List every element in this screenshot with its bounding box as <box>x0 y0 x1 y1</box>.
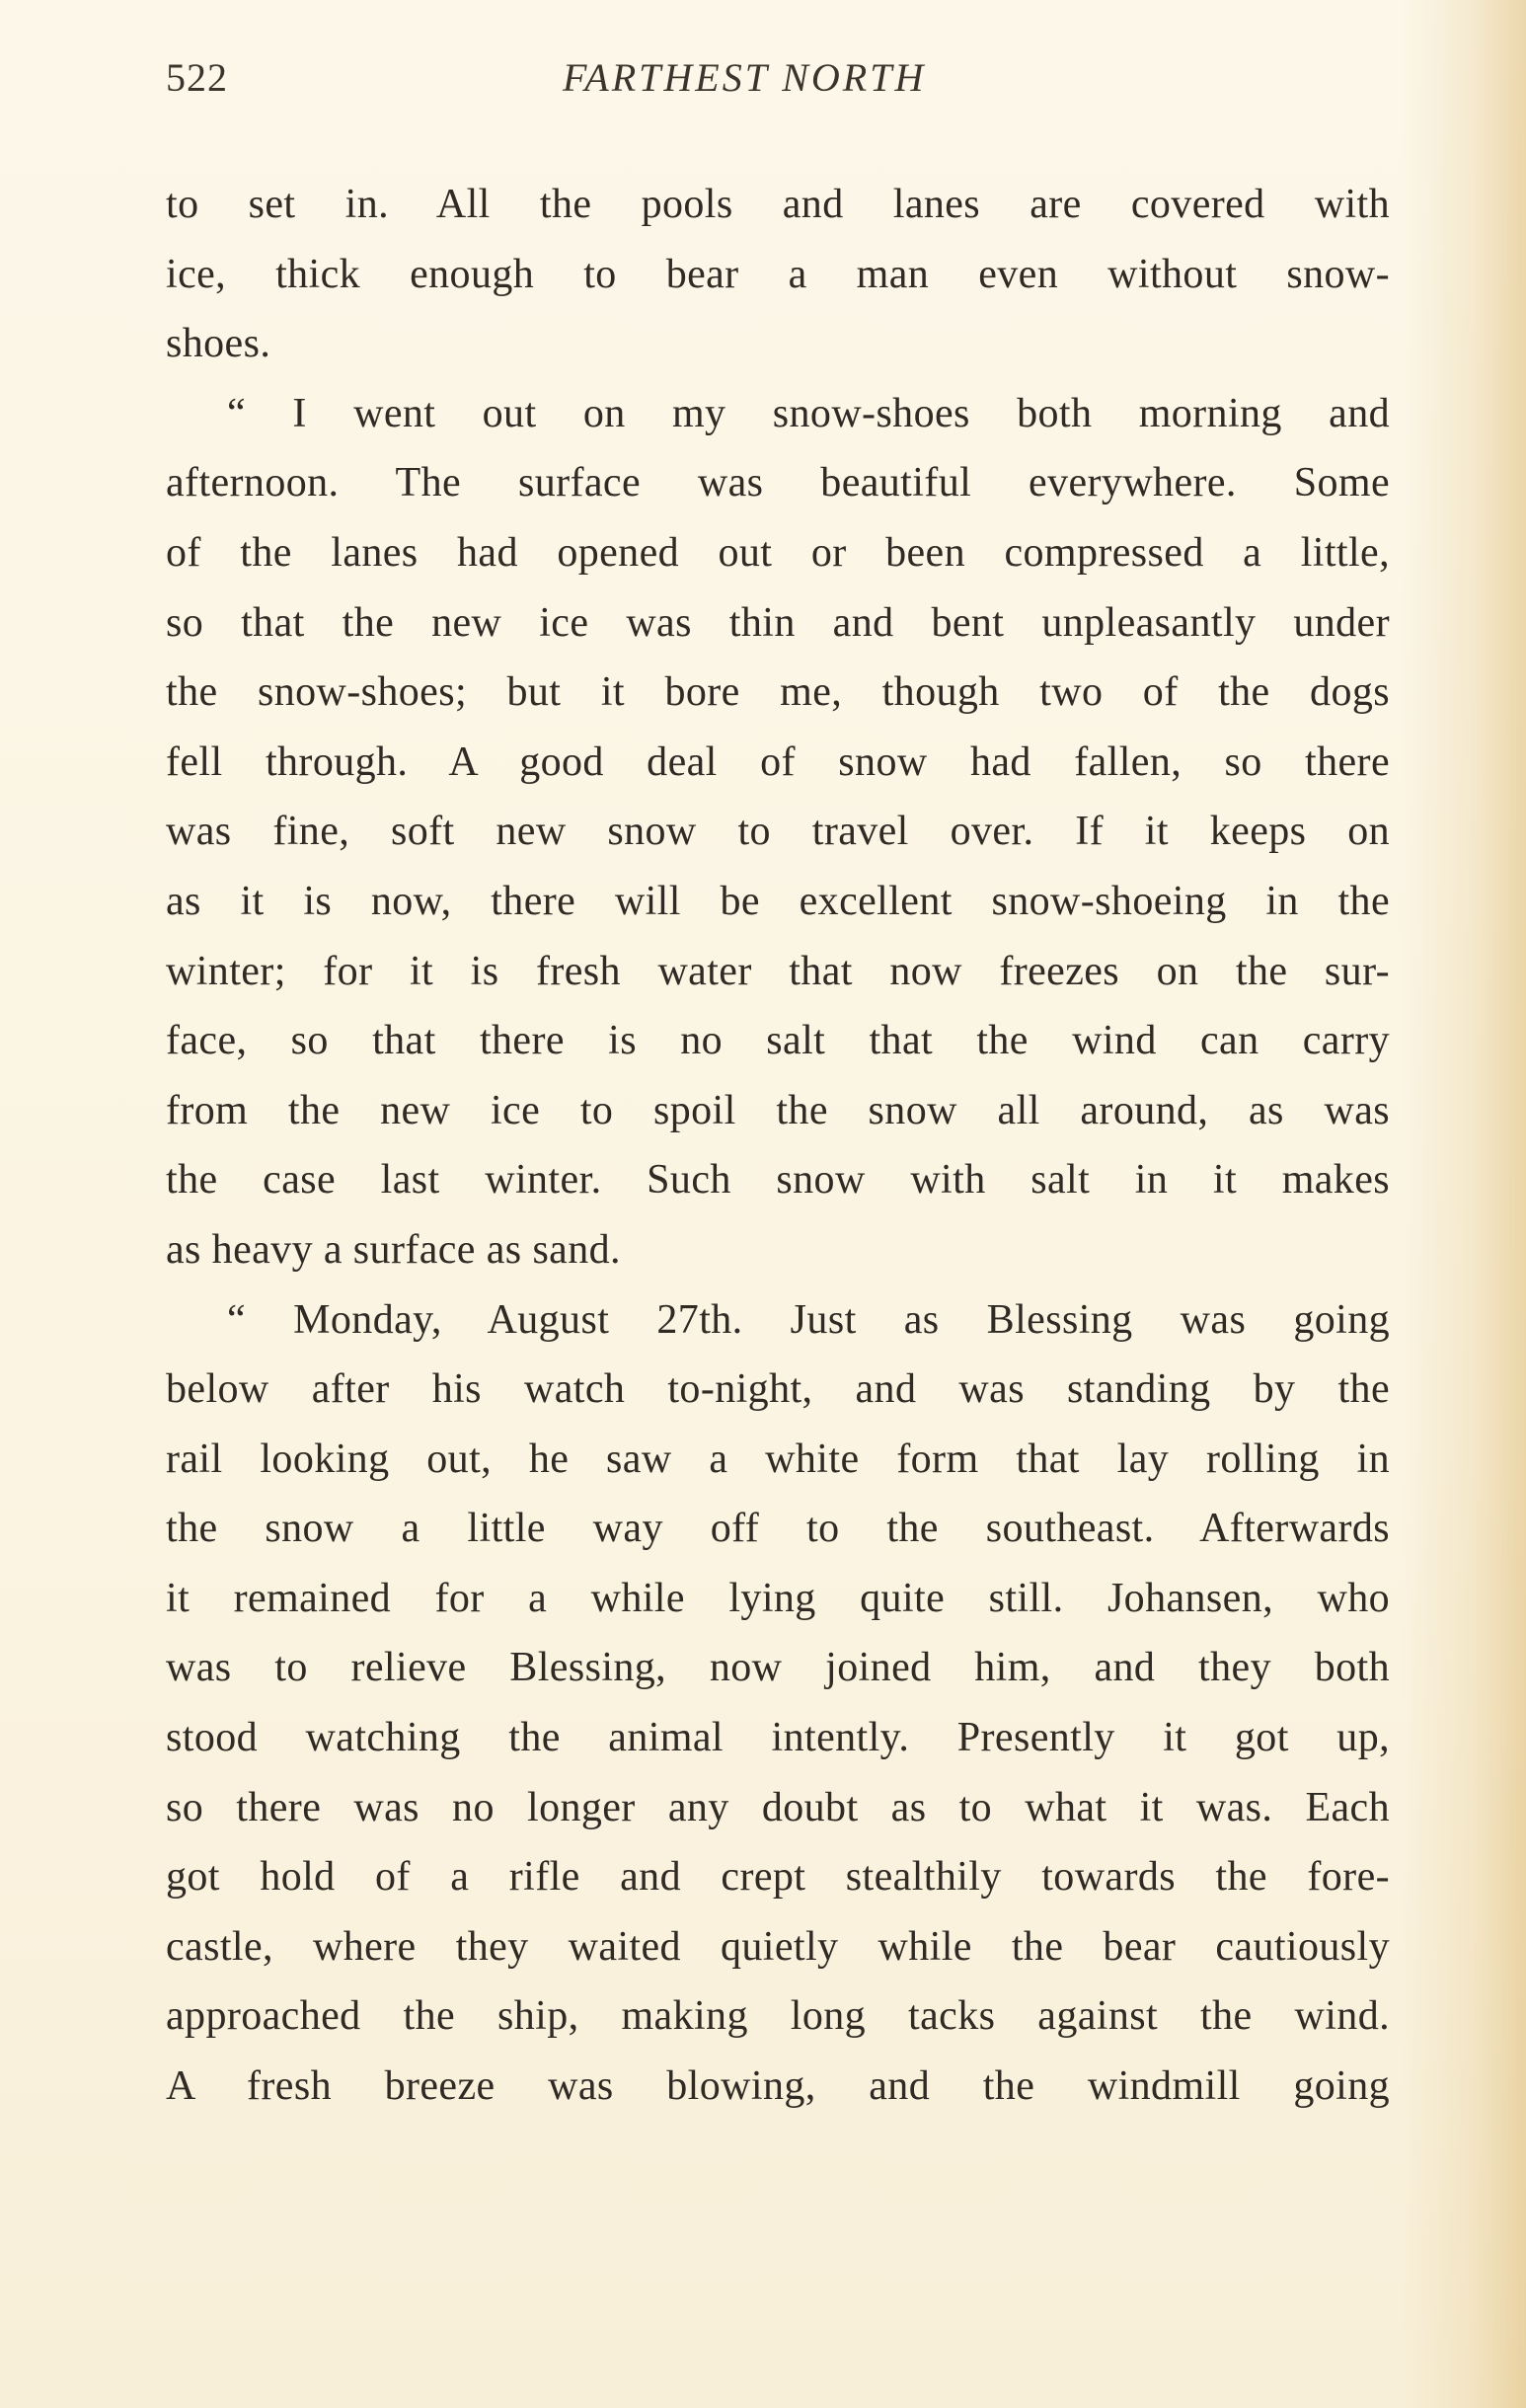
running-head: FARTHEST NORTH <box>563 55 927 100</box>
text-line: face, so that there is no salt that the wind can carry <box>166 1018 1390 1064</box>
text-line: the case last winter. Such snow with salt in it makes <box>166 1157 1390 1204</box>
text-line: stood watching the animal intently. Presently it got up, <box>166 1715 1390 1761</box>
text-line: rail looking out, he saw a white form that lay rolling in <box>166 1436 1390 1482</box>
text-line: to set in. All the pools and lanes are covered with <box>166 182 1390 227</box>
body-text <box>166 170 1390 2122</box>
text-line: the snow a little way off to the southeast. Afterwards <box>166 1506 1390 1552</box>
text-line: shoes. <box>166 321 271 367</box>
text-line: so that the new ice was thin and bent unpleasantly under <box>166 599 1390 646</box>
page-header <box>0 54 1526 114</box>
text-line: was to relieve Blessing, now joined him, and they both <box>166 1645 1390 1691</box>
text-line: from the new ice to spoil the snow all around, as was <box>166 1087 1390 1133</box>
text-line: approached the ship, making long tacks against the wind. <box>166 1993 1390 2040</box>
text-line: it remained for a while lying quite still. Johansen, who <box>166 1575 1390 1621</box>
text-line: as heavy a surface as sand. <box>166 1226 621 1273</box>
text-line: A fresh breeze was blowing, and the windmill going <box>166 2063 1390 2110</box>
text-line: castle, where they waited quietly while the bear cautiously <box>166 1923 1390 1970</box>
text-line: “ I went out on my snow-shoes both morning and <box>227 390 1390 436</box>
text-line: below after his watch to-night, and was standing by the <box>166 1366 1390 1413</box>
text-line: afternoon. The surface was beautiful everywhere. Some <box>166 460 1390 506</box>
text-line: was fine, soft new snow to travel over. If it keeps on <box>166 809 1390 855</box>
text-line: fell through. A good deal of snow had fallen, so there <box>166 738 1390 785</box>
text-line: of the lanes had opened out or been compressed a little, <box>166 529 1390 576</box>
text-line: ice, thick enough to bear a man even without snow- <box>166 251 1390 297</box>
text-line: as it is now, there will be excellent snow-shoeing in the <box>166 878 1390 924</box>
text-line: winter; for it is fresh water that now freezes on the sur- <box>166 948 1390 994</box>
text-line: so there was no longer any doubt as to what it was. Each <box>166 1784 1390 1830</box>
text-line: got hold of a rifle and crept stealthily towards the fore- <box>166 1854 1390 1901</box>
text-line: the snow-shoes; but it bore me, though two of the dogs <box>166 669 1390 716</box>
text-line: “ Monday, August 27th. Just as Blessing was going <box>227 1296 1390 1343</box>
page-number: 522 <box>166 55 228 100</box>
